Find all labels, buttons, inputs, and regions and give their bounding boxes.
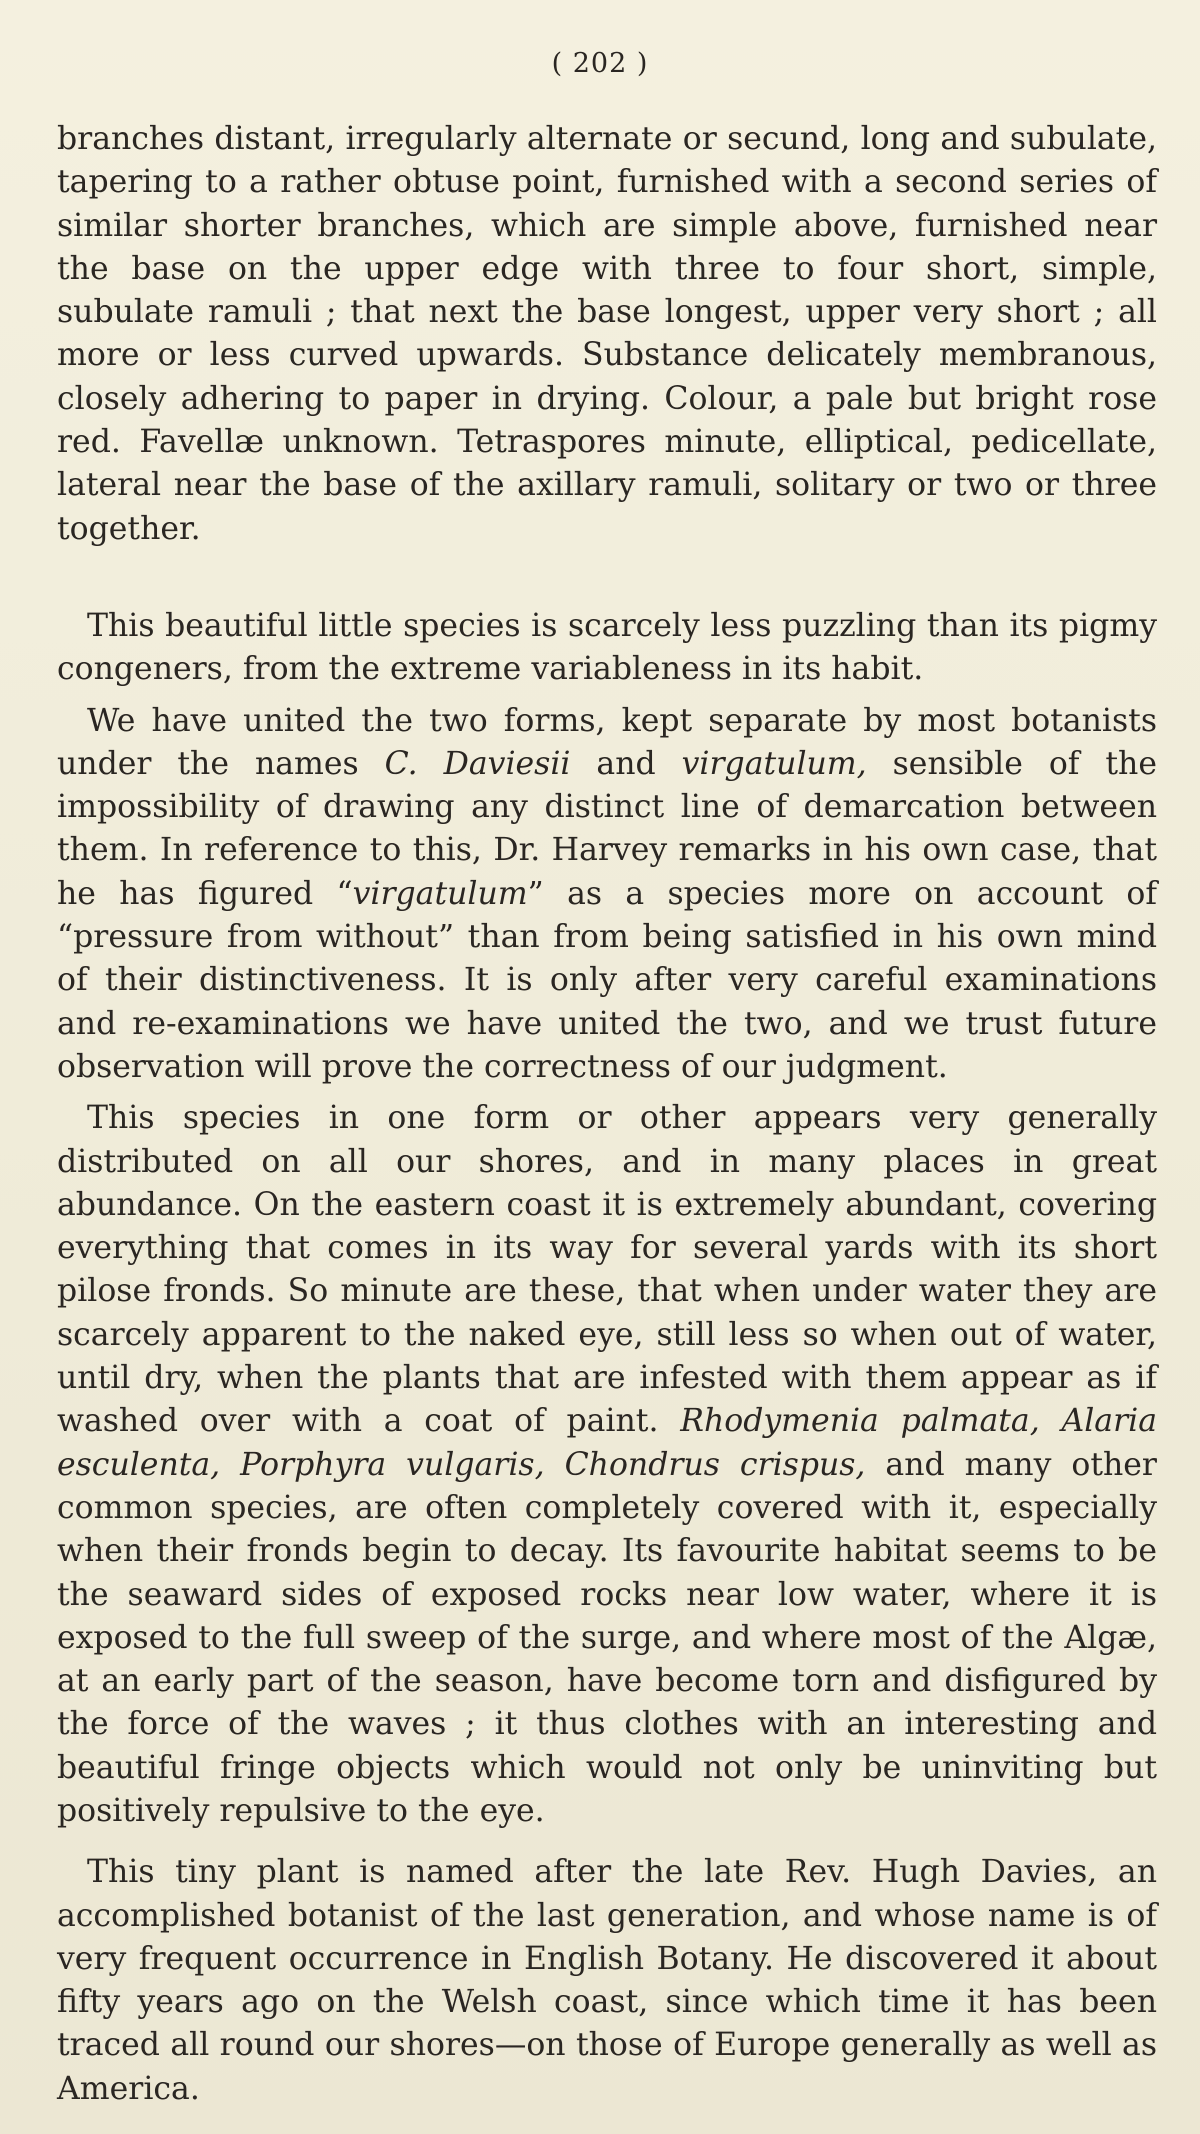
- paragraph-naming: This tiny plant is named after the late Rev. Hugh Davies, an accomplished botanist of the last generation, and whose name is of very frequent occurrence in English Botany. He discovered it about fifty years ago on the Welsh coast, since which time it has been traced all round our shores—on those of Europe generally as well as America.: [57, 1854, 1157, 2107]
- paragraph-united-forms: [57, 700, 1157, 1090]
- species-name-daviesii: C. Daviesii: [384, 745, 571, 782]
- text-run: and: [570, 745, 682, 782]
- species-name-virgatulum-quoted: virgatulum: [352, 875, 528, 912]
- paragraph-description: branches distant, irregularly alternate or secund, long and subulate, tapering to a rather obtuse point, furnished with a second series of similar shorter branches, which are simple above, furnished near the base on the upper edge with three to four short, simple, subulate ramuli ; that next the base longest, upper very short ; all more or less curved upwards. Substance delicately membranous, closely adhering to paper in drying. Colour, a pale but bright rose red. Favellæ unknown. Tetraspores minute, elliptical, pedicellate, lateral near the base of the axillary ramuli, solitary or two or three together.: [57, 121, 1157, 547]
- text-run: We have united the two forms, kept separate by most botanists under the names: [57, 702, 1157, 782]
- page-number: ( 202 ): [551, 48, 649, 79]
- species-list: Rhodymenia palmata, Alaria esculenta, Porphyra vulgaris, Chondrus crispus,: [57, 1403, 1158, 1483]
- species-name-virgatulum: virgatulum,: [681, 745, 867, 782]
- text-run: ” as a species more on account of “pressure from without” than from being satisfied in his own mind of their distinctiveness. It is only after very careful examinations and re-examinations we have united the two, and we trust future observation will prove the correctness of our judgment.: [57, 875, 1157, 1085]
- paragraph-puzzling-species: This beautiful little species is scarcely less puzzling than its pigmy congeners, from the extreme variableness in its habit.: [57, 607, 1157, 688]
- body-text: [57, 118, 1157, 2111]
- text-run: This species in one form or other appears very generally distributed on all our shores, and in many places in great abundance. On the eastern coast it is extremely abundant, covering everything that comes in its way for several yards with its short pilose fronds. So minute are these, that when under water they are scarcely apparent to the naked eye, still less so when out of water, until dry, when the plants that are infested with them appear as if washed over with a coat of paint.: [57, 1100, 1157, 1440]
- text-run: sensible of the impossibility of drawing any distinct line of demarcation between them. In reference to this, Dr. Harvey remarks in his own case, that he has figured “: [57, 745, 1157, 912]
- paragraph-distribution: [57, 1097, 1157, 1833]
- text-run: and many other common species, are often completely covered with it, especially when their fronds begin to decay. Its favourite habitat seems to be the seaward sides of exposed rocks near low water, where it is exposed to the full sweep of the surge, and where most of the Algæ, at an early part of the season, have become torn and disfigured by the force of the waves ; it thus clothes with an interesting and beautiful fringe objects which would not only be uninviting but positively repulsive to the eye.: [57, 1446, 1157, 1829]
